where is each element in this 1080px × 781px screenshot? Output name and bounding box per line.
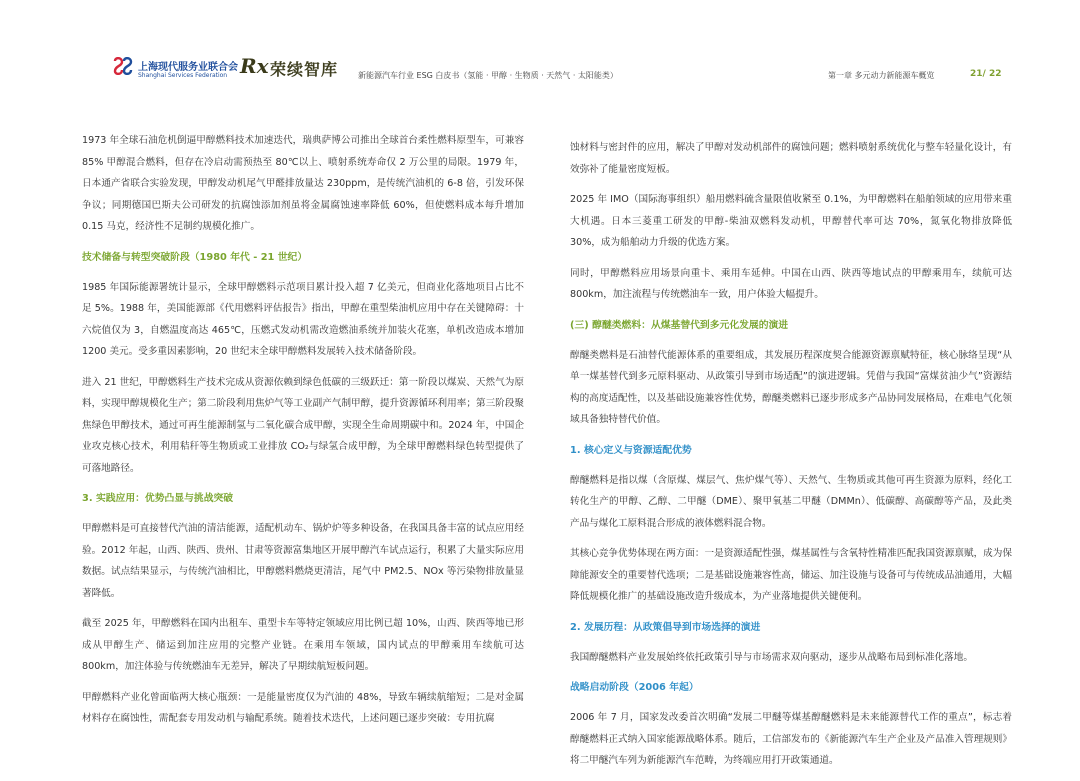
brand-name: 荣续智库 (270, 60, 339, 79)
federation-emblem-icon (112, 57, 134, 75)
body-paragraph: 1973 年全球石油危机倒逼甲醇燃料技术加速迭代，瑞典萨博公司推出全球首台柔性燃料原型车，可兼容 85% 甲醇混合燃料，但存在冷启动需预热至 80℃以上、喷射系统寿命仅 2 万公里的局限。1979 年，日本通产省联合实验发现，甲醇发动机尾气甲醛排放量达 230ppm，是传统汽油机的 6-8 倍，引发环保争议；同期德国巴斯夫公司研发的抗腐蚀添加剂虽将金属腐蚀速率降低 60%，但使燃料成本每升增加 0.15 马克，经济性不足制约规模化推广。 (82, 135, 524, 232)
org-name-en: Shanghai Services Federation (138, 72, 228, 79)
section-heading: 2. 发展历程：从政策倡导到市场选择的演进 (570, 621, 761, 633)
body-paragraph: 进入 21 世纪，甲醇燃料生产技术完成从资源依赖到绿色低碳的三级跃迁：第一阶段以煤炭、天然气为原料，实现甲醇规模化生产；第二阶段利用焦炉气等工业副产气制甲醇，提升资源循环利用率；第三阶段聚焦绿色甲醇技术，通过可再生能源制氢与二氧化碳合成甲醇，实现全生命周期碳中和。2024 年，中国企业攻克核心技术，利用秸秆等生物质或工业排放 CO₂与绿氢合成甲醇，为全球甲醇燃料绿色转型提供了可落地路径。 (82, 376, 524, 474)
body-paragraph: 醇醚类燃料是石油替代能源体系的重要组成，其发展历程深度契合能源资源禀赋特征，核心脉络呈现“从单一煤基替代到多元原料驱动、从政策引导到市场适配”的演进逻辑。凭借与我国“富煤贫油少气”资源结构的高度适配性，以及基础设施兼容性优势，醇醚类燃料已逐步形成多产品协同发展格局，在难电气化领域具备独特替代价值。 (570, 349, 1012, 425)
section-heading: 技术储备与转型突破阶段（1980 年代 - 21 世纪） (82, 251, 308, 263)
body-paragraph: 1985 年国际能源署统计显示，全球甲醇燃料示范项目累计投入超 7 亿美元，但商业化落地项目占比不足 5%。1988 年，美国能源部《代用燃料评估报告》指出，甲醇在重型柴油机应用中存在关键障碍：十六烷值仅为 3，自燃温度高达 465℃，压燃式发动机需改造燃油系统并加装火花塞，单机改造成本增加 1200 美元。受多重因素影响，20 世纪末全球甲醇燃料发展转入技术储备阶段。 (82, 281, 524, 357)
body-paragraph: 2025 年 IMO（国际海事组织）船用燃料硫含量限值收紧至 0.1%，为甲醇燃料在船舶领域的应用带来重大机遇。日本三菱重工研发的甲醇-柴油双燃料发动机，甲醇替代率可达 70%，氮氧化物排放降低 30%，成为船舶动力升级的优选方案。 (570, 194, 1012, 248)
org-name: 上海现代服务业联合会 (138, 62, 238, 73)
body-paragraph: 醇醚燃料是指以煤（含原煤、煤层气、焦炉煤气等）、天然气、生物质或其他可再生资源为原料，经化工转化生产的甲醇、乙醇、二甲醚（DME）、聚甲氧基二甲醚（DMMn）、低碳醇、高碳醇等产品，及此类产品与煤化工原料混合形成的液体燃料混合物。 (570, 474, 1012, 529)
chapter-title: 第一章 多元动力新能源车概览 (828, 71, 935, 80)
body-paragraph: 我国醇醚燃料产业发展始终依托政策引导与市场需求双向驱动，逐步从战略布局到标准化落地。 (570, 651, 973, 663)
rx-mark: Rx (240, 54, 269, 78)
body-paragraph: 同时，甲醇燃料应用场景向重卡、乘用车延伸。中国在山西、陕西等地试点的甲醇乘用车，续航可达 800km，加注流程与传统燃油车一致，用户体验大幅提升。 (570, 267, 1012, 300)
section-heading: 战略启动阶段（2006 年起） (570, 682, 699, 693)
body-paragraph: 2006 年 7 月，国家发改委首次明确“发展二甲醚等煤基醇醚燃料是未来能源替代工作的重点”，标志着醇醚燃料正式纳入国家能源战略体系。随后，工信部发布的《新能源汽车生产企业及产品准入管理规则》将二甲醚汽车列为新能源汽车范畴，为终端应用打开政策通道。 (570, 712, 1012, 766)
section-heading: 1. 核心定义与资源适配优势 (570, 444, 692, 456)
document-title: 新能源汽车行业 ESG 白皮书（氢能 · 甲醇 · 生物质 · 天然气 · 太阳能类） (358, 71, 618, 80)
body-paragraph: 其核心竞争优势体现在两方面：一是资源适配性强，煤基属性与含氧特性精准匹配我国资源禀赋，成为保障能源安全的重要替代选项；二是基础设施兼容性高，储运、加注设施与设备可与传统成品油通用，大幅降低规模化推广的基础设施改造升级成本，为产业落地提供关键便利。 (570, 548, 1012, 602)
body-paragraph: 截至 2025 年，甲醇燃料在国内出租车、重型卡车等特定领域应用比例已超 10%，山西、陕西等地已形成从甲醇生产、储运到加注应用的完整产业链。在乘用车领域，国内试点的甲醇乘用车续航可达 800km，加注体验与传统燃油车无差异，解决了早期续航短板问题。 (82, 618, 524, 672)
right-column (570, 137, 1012, 781)
body-paragraph: 甲醇燃料产业化曾面临两大核心瓶颈：一是能量密度仅为汽油的 48%，导致车辆续航缩短；二是对金属材料存在腐蚀性，需配套专用发动机与输配系统。随着技术迭代，上述问题已逐步突破：专用抗腐 (82, 691, 524, 724)
left-column (82, 130, 524, 739)
section-heading: (三) 醇醚类燃料：从煤基替代到多元化发展的演进 (570, 319, 789, 331)
section-heading: 3. 实践应用：优势凸显与挑战突破 (82, 493, 234, 504)
page-header (0, 0, 1080, 100)
body-paragraph: 蚀材料与密封件的应用，解决了甲醇对发动机部件的腐蚀问题；燃料喷射系统优化与整车轻量化设计，有效弥补了能量密度短板。 (570, 142, 1012, 175)
shanghai-services-federation-logo (112, 55, 238, 85)
body-paragraph: 甲醇燃料是可直接替代汽油的清洁能源，适配机动车、锅炉炉等多种设备，在我国具备丰富的试点应用经验。2012 年起，山西、陕西、贵州、甘肃等资源富集地区开展甲醇汽车试点运行，积累了大量实际应用数据。试点结果显示，与传统汽油相比，甲醇燃料燃烧更清洁，尾气中 PM2.5、NOx 等污染物排放量显著降低。 (82, 523, 524, 599)
page-number: 21/ 22 (970, 69, 1002, 79)
